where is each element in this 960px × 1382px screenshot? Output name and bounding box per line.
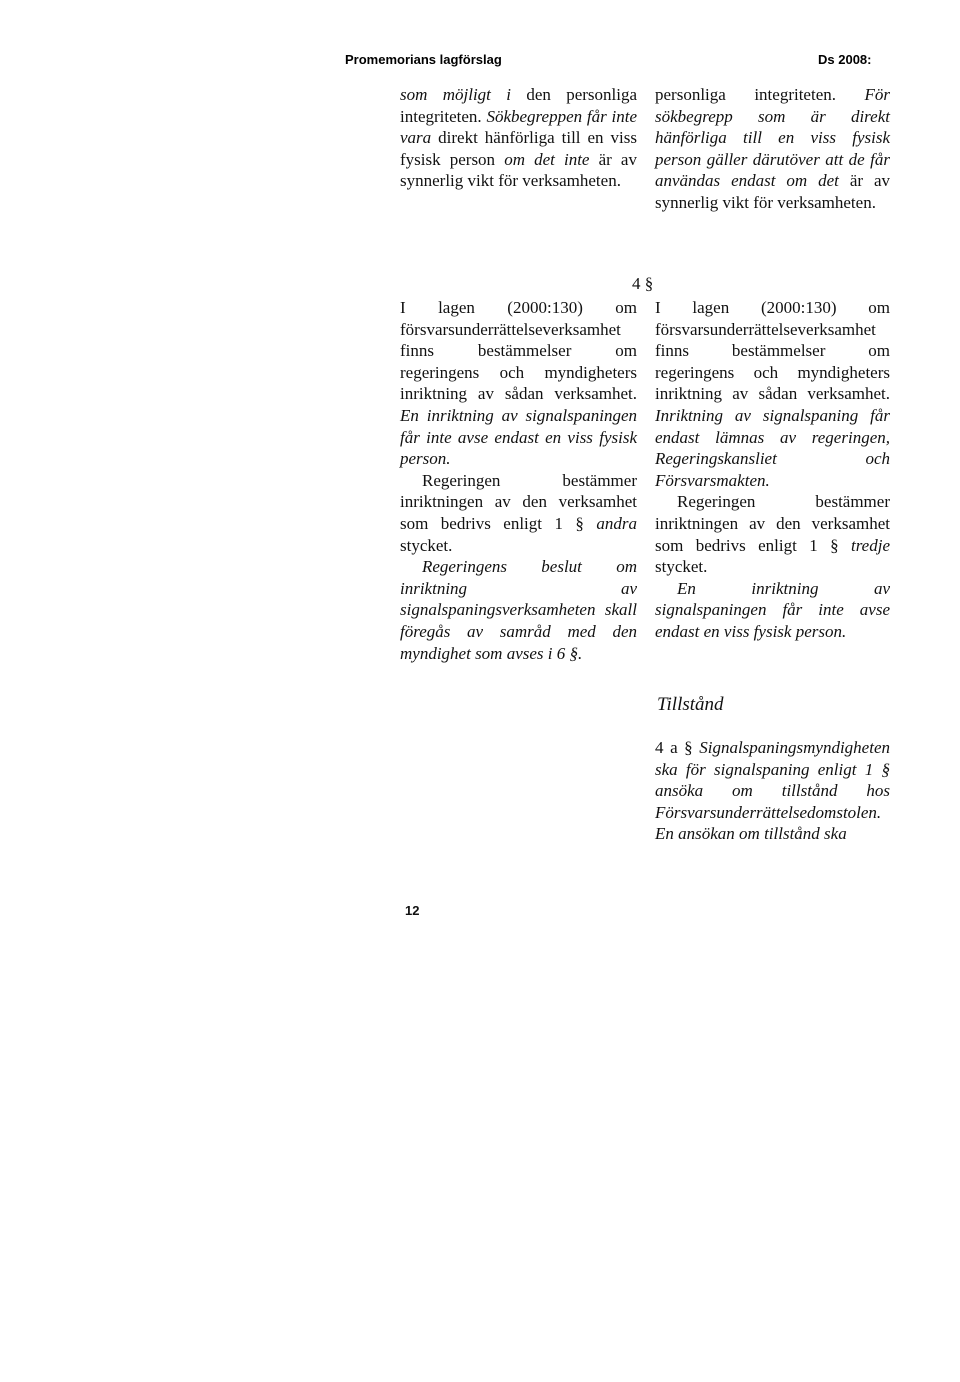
running-header-doc-id: Ds 2008: xyxy=(818,52,872,67)
left-top-body: den personliga integriteten. Sökbegreppen får inte vara direkt hänförliga till en viss fysisk person om det inte är av synnerlig vikt för verksamheten. xyxy=(400,85,638,191)
left-sec-p2-italic: andra xyxy=(596,513,637,533)
right-top-tail: är av synnerlig vikt för verksamheten. xyxy=(655,171,891,212)
section-4a-text xyxy=(655,737,890,845)
section-heading-tillstand: Tillstånd xyxy=(657,694,724,715)
left-sec-p1-plain: I lagen (2000:130) om försvarsunderrättelseverksamhet finns bestämmelser om regeringens och myndigheters inriktning av sådan verksamhet. xyxy=(400,298,637,404)
right-column-section-4 xyxy=(655,297,890,643)
right-sec-p2-tail: stycket. xyxy=(655,557,708,577)
left-sec-p3: Regeringens beslut om inriktning av signalspaningsverksamheten skall föregås av samråd med den myndighet som avses i 6 §. xyxy=(400,557,637,663)
section-4a-body: Signalspaningsmyndigheten ska för signalspaning enligt 1 § ansöka om tillstånd hos Försvarsunderrättelsedomstolen. En ansökan om tillstånd ska xyxy=(655,738,890,844)
section-4a-paragraph xyxy=(655,737,890,845)
right-top-plain: personliga integriteten. xyxy=(655,85,836,104)
left-sec-p2-plain: Regeringen bestämmer inriktningen av den verksamhet som bedrivs enligt 1 § xyxy=(400,470,637,533)
right-sec-p3: En inriktning av signalspaningen får inte avse endast en viss fysisk person. xyxy=(655,578,890,641)
left-column-section-4 xyxy=(400,297,637,664)
right-sec-p1-plain: I lagen (2000:130) om försvarsunderrättelseverksamhet finns bestämmelser om regeringens och myndigheters inriktning av sådan verksamhet. xyxy=(655,298,890,404)
left-top-lead-italic: som möjligt i xyxy=(400,85,511,104)
section-number: 4 § xyxy=(632,274,654,293)
right-top-paragraph xyxy=(655,84,890,214)
right-column-top-text xyxy=(655,84,890,214)
left-top-paragraph xyxy=(400,84,637,192)
right-sec-p2 xyxy=(655,491,890,577)
left-sec-p2 xyxy=(400,470,637,556)
running-header-title: Promemorians lagförslag xyxy=(345,52,502,67)
right-sec-p1 xyxy=(655,297,890,491)
right-sec-p2-italic: tredje xyxy=(850,535,890,555)
right-sec-p1-italic: Inriktning av signalspaning får endast lämnas av regeringen, Regeringskansliet och Försvarsmakten. xyxy=(655,405,890,490)
right-sec-p2-plain: Regeringen bestämmer inriktningen av den verksamhet som bedrivs enligt 1 § xyxy=(655,492,890,555)
left-column-top-text xyxy=(400,84,637,192)
section-4a-number: 4 a § xyxy=(655,738,693,757)
left-sec-p2-tail: stycket. xyxy=(400,535,453,555)
left-sec-p1-italic: En inriktning av signalspaningen får inte avse endast en viss fysisk person. xyxy=(400,405,637,469)
right-top-italic: För sökbegrepp som är direkt hänförliga till en viss fysisk person gäller därutöver att de får användas endast om det xyxy=(655,85,891,191)
page-number: 12 xyxy=(405,903,420,918)
left-sec-p1 xyxy=(400,297,637,470)
